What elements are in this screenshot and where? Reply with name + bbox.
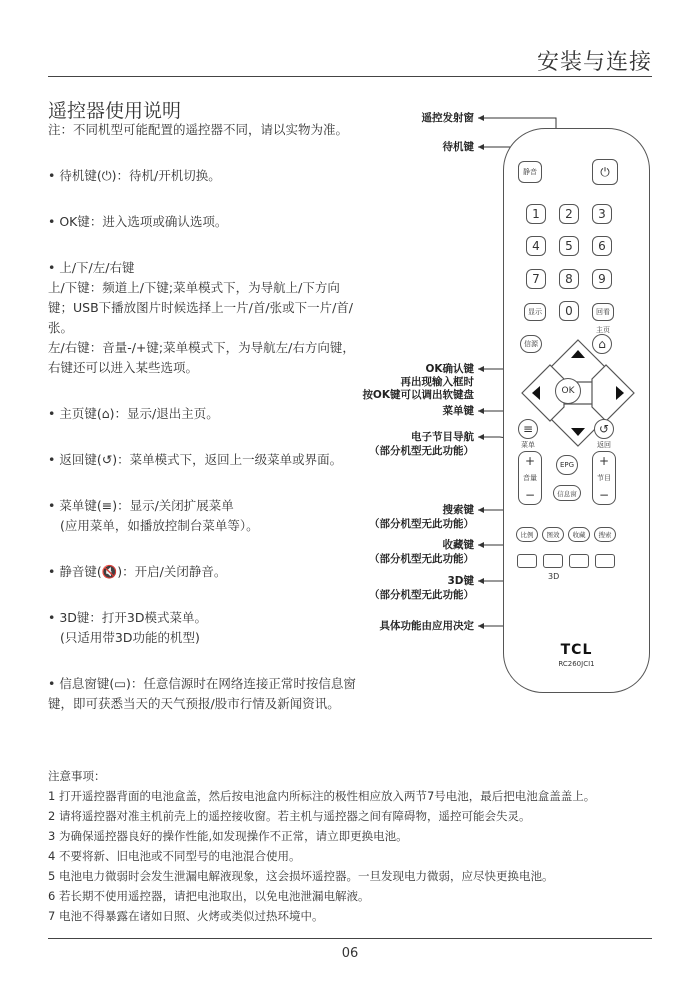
app-key-3[interactable] [569,554,589,568]
volume-down-button[interactable]: − [524,488,536,502]
menu-key-note: (应用菜单，如播放控制台菜单等）。 [60,518,259,533]
power-key-desc: • 待机键(⏻)：待机/开机切换。 [48,168,221,183]
info-window-button[interactable]: 信息窗 [553,485,581,501]
threed-key-desc: • 3D键：打开3D模式菜单。 [48,610,208,625]
callout-menu: 菜单键 [442,405,474,417]
callout-3d-2: （部分机型无此功能） [369,589,474,601]
callout-standby: 待机键 [442,141,474,153]
home-label: 主页 [596,326,610,334]
menu-key-desc: • 菜单键(≡)：显示/关闭扩展菜单 [48,498,234,513]
num-0-button[interactable]: 0 [559,301,579,321]
search-button[interactable]: 搜索 [594,527,616,542]
direction-keys-title: • 上/下/左/右键 [48,260,135,275]
volume-up-button[interactable]: + [524,454,536,468]
remote-control [503,128,650,693]
power-button[interactable] [592,159,618,185]
app-key-4[interactable] [595,554,615,568]
num-7-button[interactable]: 7 [526,269,546,289]
volume-label: 音量 [523,474,537,482]
note-item: 1 打开遥控器背面的电池盒盖，然后按电池盒内所标注的极性相应放入两节7号电池，最后把电池盒盖盖上。 [48,789,596,803]
instructions-column [48,120,356,714]
note-item: 3 为确保遥控器良好的操作性能,如发现操作不正常，请立即更换电池。 [48,829,408,843]
num-6-button[interactable]: 6 [592,236,612,256]
callout-search-1: 搜索键 [442,504,474,516]
epg-button[interactable]: EPG [556,455,578,475]
threed-key-note: (只适用带3D功能的机型) [60,630,200,645]
callout-fav-2: （部分机型无此功能） [369,553,474,565]
page-number: 06 [341,946,359,961]
mute-button[interactable]: 静音 [518,161,542,183]
home-key-desc: • 主页键(⌂)：显示/退出主页。 [48,406,219,421]
ratio-button[interactable]: 比例 [516,527,538,542]
num-3-button[interactable]: 3 [592,204,612,224]
ok-button[interactable]: OK [555,378,581,404]
notes-title: 注意事项： [48,769,106,783]
callout-ir-window: 遥控发射窗 [421,112,474,124]
callout-epg-1: 电子节目导航 [411,431,474,443]
num-1-button[interactable]: 1 [526,204,546,224]
num-5-button[interactable]: 5 [559,236,579,256]
favorite-button[interactable]: 收藏 [568,527,590,542]
num-9-button[interactable]: 9 [592,269,612,289]
ok-key-desc: • OK键：进入选项或确认选项。 [48,214,228,229]
dpad-right-button[interactable] [592,365,634,421]
note-item: 7 电池不得暴露在诸如日照、火烤或类似过热环境中。 [48,909,324,923]
up-down-keys-desc: 上/下键：频道上/下键;菜单模式下，为导航上/下方向键；USB下播放图片时候选择上一片/首/张或下一片/首/张。 [48,280,354,335]
back-label: 返回 [597,441,611,449]
channel-down-button[interactable]: − [598,488,610,502]
back-icon: ↺ [598,422,610,436]
display-button[interactable]: 显示 [524,303,546,321]
callout-ok-3: 按OK键可以调出软键盘 [362,389,474,401]
channel-up-button[interactable]: + [598,454,610,468]
footer-divider [48,938,652,939]
callout-ok-2: 再出现输入框时 [400,376,474,388]
callout-ok-1: OK确认键 [425,363,474,375]
threed-key-label: 3D [548,572,560,581]
channel-label: 节目 [597,474,611,482]
model-number: RC260JCI1 [558,660,595,668]
menu-icon: ≡ [522,422,534,436]
chapter-title: 安装与连接 [536,50,652,75]
volume-rocker [518,451,542,505]
intro-note: 注：不同机型可能配置的遥控器不同，请以实物为准。 [48,122,349,137]
source-button[interactable]: 信源 [520,335,542,353]
app-key-2[interactable] [543,554,563,568]
info-key-desc: • 信息窗键(▭)：任意信源时在网络连接正常时按信息窗键，即可获悉当天的天气预报/股市行情及新闻资讯。 [48,676,356,711]
home-icon: ⌂ [598,337,606,351]
header-divider [48,76,652,77]
menu-button[interactable] [518,419,538,439]
back-key-desc: • 返回键(↺)：菜单模式下，返回上一级菜单或界面。 [48,452,343,467]
brand-logo: TCL [560,642,593,658]
callout-fav-1: 收藏键 [442,539,474,551]
power-icon: ⏻ [600,164,610,179]
menu-label: 菜单 [521,441,535,449]
note-item: 5 电池电力微弱时会发生泄漏电解液现象，这会损坏遥控器。一旦发现电力微弱，应尽快更换电池。 [48,869,554,883]
image-effect-button[interactable]: 图效 [542,527,564,542]
num-8-button[interactable]: 8 [559,269,579,289]
callout-app-defined: 具体功能由应用决定 [379,620,474,632]
num-4-button[interactable]: 4 [526,236,546,256]
back-button[interactable] [594,419,614,439]
note-item: 2 请将遥控器对准主机前壳上的遥控接收窗。若主机与遥控器之间有障碍物，遥控可能会失灵。 [48,809,531,823]
recall-button[interactable]: 回看 [592,303,614,321]
callout-epg-2: （部分机型无此功能） [369,445,474,457]
notes-section [48,766,595,926]
num-2-button[interactable]: 2 [559,204,579,224]
note-item: 6 若长期不使用遥控器，请把电池取出，以免电池泄漏电解液。 [48,889,370,903]
callout-3d-1: 3D键 [447,575,474,587]
app-key-1[interactable] [517,554,537,568]
channel-rocker [592,451,616,505]
mute-key-desc: • 静音键(🔇)：开启/关闭静音。 [48,564,227,579]
callout-search-2: （部分机型无此功能） [369,518,474,530]
left-right-keys-desc: 左/右键：音量-/+键;菜单模式下，为导航左/右方向键，右键还可以进入某些选项。 [48,340,355,375]
section-title: 遥控器使用说明 [48,100,182,122]
note-item: 4 不要将新、旧电池或不同型号的电池混合使用。 [48,849,301,863]
